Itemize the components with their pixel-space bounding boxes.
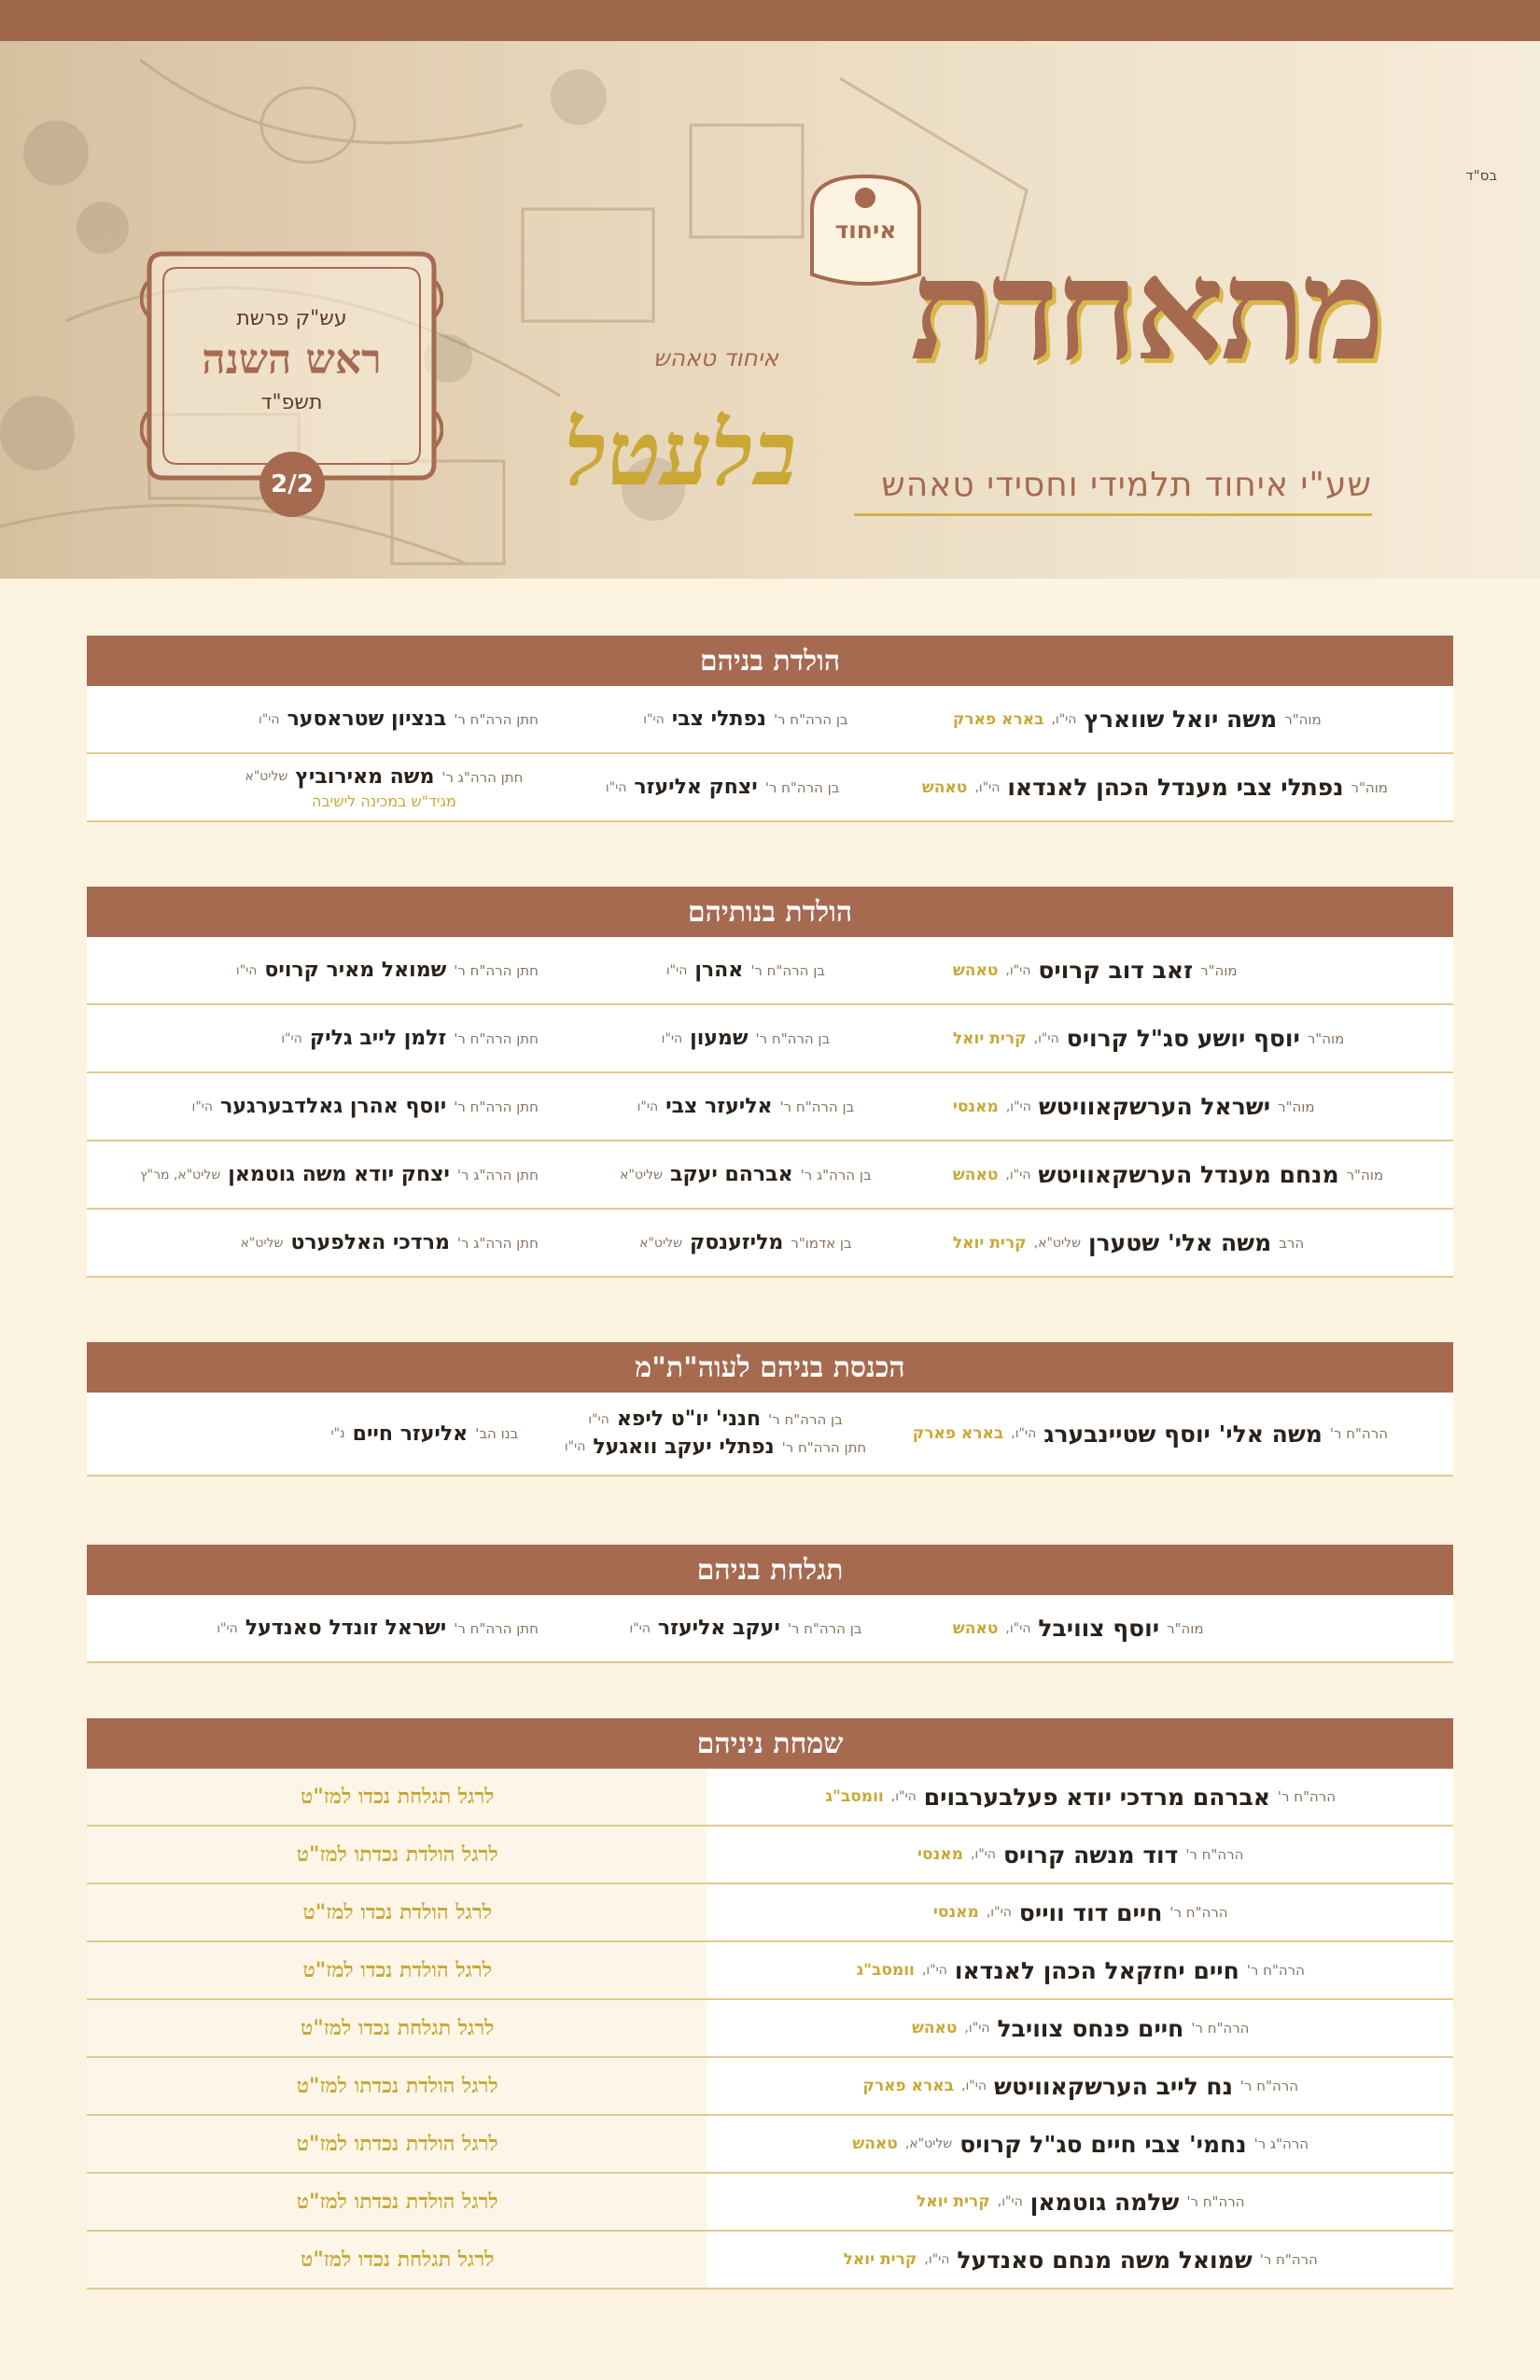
occasion-cell: לרגל הולדת נכדו למז"ט bbox=[87, 1942, 707, 1998]
son-in-law-cell: חתן הרה"ח ר' בנציון שטראסער הי"ו bbox=[259, 707, 539, 731]
parent-cell: מוה"ר יוסף צוויבל הי"ו, טאהש bbox=[952, 1615, 1204, 1642]
subtitle-underline bbox=[854, 513, 1372, 516]
page-title: מתאחדת bbox=[909, 228, 1381, 392]
frame-year: תשפ"ד bbox=[260, 391, 323, 414]
top-bar bbox=[0, 0, 1540, 41]
grandparent-cell: הרה"ח ר' שלמה גוטמאן הי"ו, קרית יואל bbox=[916, 2188, 1245, 2216]
section-title: הולדת בנותיהם bbox=[87, 887, 1453, 937]
frame-occasion: ראש השנה bbox=[202, 336, 382, 384]
son-cell: בן הרה"ח ר' נפתלי צבי הי"ו bbox=[643, 707, 848, 731]
table-row bbox=[87, 754, 1453, 822]
son-cell: בן הרה"ג ר' אברהם יעקב שליט"א bbox=[620, 1163, 872, 1186]
table-row bbox=[87, 1827, 1453, 1884]
son-in-law-cell: חתן הרה"ח ר' יוסף אהרן גאלדבערגער הי"ו bbox=[191, 1095, 539, 1118]
occasion-cell: לרגל הולדת נכדו למז"ט bbox=[87, 1884, 707, 1940]
frame-parsha-label: עש"ק פרשת bbox=[236, 307, 347, 330]
son-cell: בן הרה"ח ר' יעקב אליעזר הי"ו bbox=[629, 1617, 862, 1640]
parent-cell: מוה"ר משה יואל שווארץ הי"ו, בארא פארק bbox=[952, 706, 1322, 733]
parent-cell: מוה"ר יוסף יושע סג"ל קרויס הי"ו, קרית יואל bbox=[952, 1025, 1345, 1052]
parent-cell: מוה"ר ישראל הערשקאוויטש הי"ו, מאנסי bbox=[952, 1093, 1315, 1120]
parent-cell: מוה"ר זאב דוב קרויס הי"ו, טאהש bbox=[952, 957, 1238, 984]
parent-cell: הרב משה אלי' שטערן שליט"א, קרית יואל bbox=[952, 1229, 1305, 1256]
grandparent-cell: הרה"ח ר' אברהם מרדכי יודא פעלבערבוים הי"ו, וומסב"ג bbox=[825, 1783, 1337, 1811]
position-note: מגיד"ש במכינה לישיבה bbox=[311, 791, 456, 810]
son-in-law-cell: חתן הרה"ג ר' משה מאירוביץ שליט"א מגיד"ש במכינה לישיבה bbox=[245, 764, 524, 810]
table-row bbox=[87, 2232, 1453, 2289]
occasion-cell: לרגל הולדת נכדתו למז"ט bbox=[87, 2058, 707, 2114]
table-row bbox=[87, 2058, 1453, 2116]
bsd-mark: בס"ד bbox=[1465, 167, 1497, 184]
occasion-cell: לרגל תגלחת נכדו למז"ט bbox=[87, 1769, 707, 1825]
badge-label: איחוד bbox=[834, 217, 897, 244]
son-in-law-cell: חתן הרה"ח ר' שמואל מאיר קרויס הי"ו bbox=[235, 959, 539, 982]
son-cell: בן הרה"ח ר' אליעזר צבי הי"ו bbox=[637, 1095, 855, 1118]
son-cell: בן אדמו"ר מליזענסק שליט"א bbox=[639, 1231, 852, 1254]
table-row bbox=[87, 1210, 1453, 1278]
table-row bbox=[87, 1073, 1453, 1141]
grandparent-cell: הרה"ח ר' שמואל משה מנחם סאנדעל הי"ו, קרית יואל bbox=[843, 2246, 1318, 2274]
header-banner bbox=[0, 41, 1540, 579]
table-row bbox=[87, 937, 1453, 1005]
page-subtitle: שע"י איחוד תלמידי וחסידי טאהש bbox=[881, 466, 1372, 504]
grandparent-cell: הרה"ח ר' חיים יחזקאל הכהן לאנדאו הי"ו, וומסב"ג bbox=[856, 1956, 1305, 1984]
title-small-label: איחוד טאהש bbox=[653, 344, 779, 371]
lineage-cell: בן הרה"ח ר' חנני' יו"ט ליפא הי"ו חתן הרה"ח ר' נפתלי יעקב וואגעל הי"ו bbox=[564, 1407, 867, 1459]
son-cell: בן הרה"ח ר' אהרן הי"ו bbox=[665, 959, 825, 982]
table-row bbox=[87, 2116, 1453, 2174]
son-in-law-cell: חתן הרה"ג ר' יצחק יודא משה גוטמאן שליט"א, מר"ץ bbox=[140, 1163, 539, 1186]
script-title: בלעטל bbox=[565, 400, 797, 506]
section-births-sons bbox=[87, 636, 1453, 822]
parent-cell: הרה"ח ר' משה אלי' יוסף שטיינבערג הי"ו, בארא פארק bbox=[912, 1420, 1388, 1448]
table-row bbox=[87, 686, 1453, 754]
section-title: תגלחת בניהם bbox=[87, 1545, 1453, 1595]
child-cell: בנו הב' אליעזר חיים נ"י bbox=[330, 1421, 519, 1446]
occasion-cell: לרגל הולדת נכדתו למז"ט bbox=[87, 2174, 707, 2230]
grandparent-cell: הרה"ח ר' חיים דוד ווייס הי"ו, מאנסי bbox=[932, 1898, 1228, 1926]
page-number-badge: 2/2 bbox=[259, 452, 325, 517]
parent-cell: מוה"ר מנחם מענדל הערשקאוויטש הי"ו, טאהש bbox=[952, 1161, 1384, 1188]
table-row bbox=[87, 2174, 1453, 2232]
table-row bbox=[87, 1884, 1453, 1942]
grandparent-cell: הרה"ח ר' חיים פנחס צוויבל הי"ו, טאהש bbox=[911, 2014, 1250, 2042]
son-in-law-cell: חתן הרה"ג ר' מרדכי האלפערט שליט"א bbox=[240, 1231, 539, 1254]
occasion-cell: לרגל תגלחת נכדו למז"ט bbox=[87, 2232, 707, 2288]
section-bris bbox=[87, 1342, 1453, 1477]
grandparent-cell: הרה"ג ר' נחמי' צבי חיים סג"ל קרויס שליט"א, טאהש bbox=[852, 2130, 1309, 2158]
son-cell: בן הרה"ח ר' יצחק אליעזר הי"ו bbox=[605, 776, 840, 799]
section-title: הכנסת בניהם לעוה"ת"מ bbox=[87, 1342, 1453, 1393]
son-in-law-cell: חתן הרה"ח ר' ישראל זונדל סאנדעל הי"ו bbox=[217, 1617, 539, 1640]
table-row bbox=[87, 1942, 1453, 2000]
table-row bbox=[87, 2000, 1453, 2058]
table-row bbox=[87, 1393, 1453, 1477]
table-row bbox=[87, 1769, 1453, 1827]
occasion-cell: לרגל הולדת נכדתו למז"ט bbox=[87, 1827, 707, 1883]
section-title: הולדת בניהם bbox=[87, 636, 1453, 686]
section-great-grandchildren bbox=[87, 1718, 1453, 2289]
grandparent-cell: הרה"ח ר' דוד מנשה קרויס הי"ו, מאנסי bbox=[917, 1841, 1244, 1869]
grandparent-cell: הרה"ח ר' נח לייב הערשקאוויטש הי"ו, בארא פארק bbox=[862, 2072, 1299, 2100]
son-cell: בן הרה"ח ר' שמעון הי"ו bbox=[661, 1027, 831, 1050]
section-title: שמחת ניניהם bbox=[87, 1718, 1453, 1769]
occasion-cell: לרגל תגלחת נכדו למז"ט bbox=[87, 2000, 707, 2056]
parent-cell: מוה"ר נפתלי צבי מענדל הכהן לאנדאו הי"ו, טאהש bbox=[921, 774, 1388, 801]
section-upsherin bbox=[87, 1545, 1453, 1663]
table-row bbox=[87, 1141, 1453, 1210]
son-in-law-cell: חתן הרה"ח ר' זלמן לייב גליק הי"ו bbox=[281, 1027, 539, 1050]
section-births-daughters bbox=[87, 887, 1453, 1278]
table-row bbox=[87, 1595, 1453, 1663]
occasion-cell: לרגל הולדת נכדתו למז"ט bbox=[87, 2116, 707, 2172]
table-row bbox=[87, 1005, 1453, 1073]
